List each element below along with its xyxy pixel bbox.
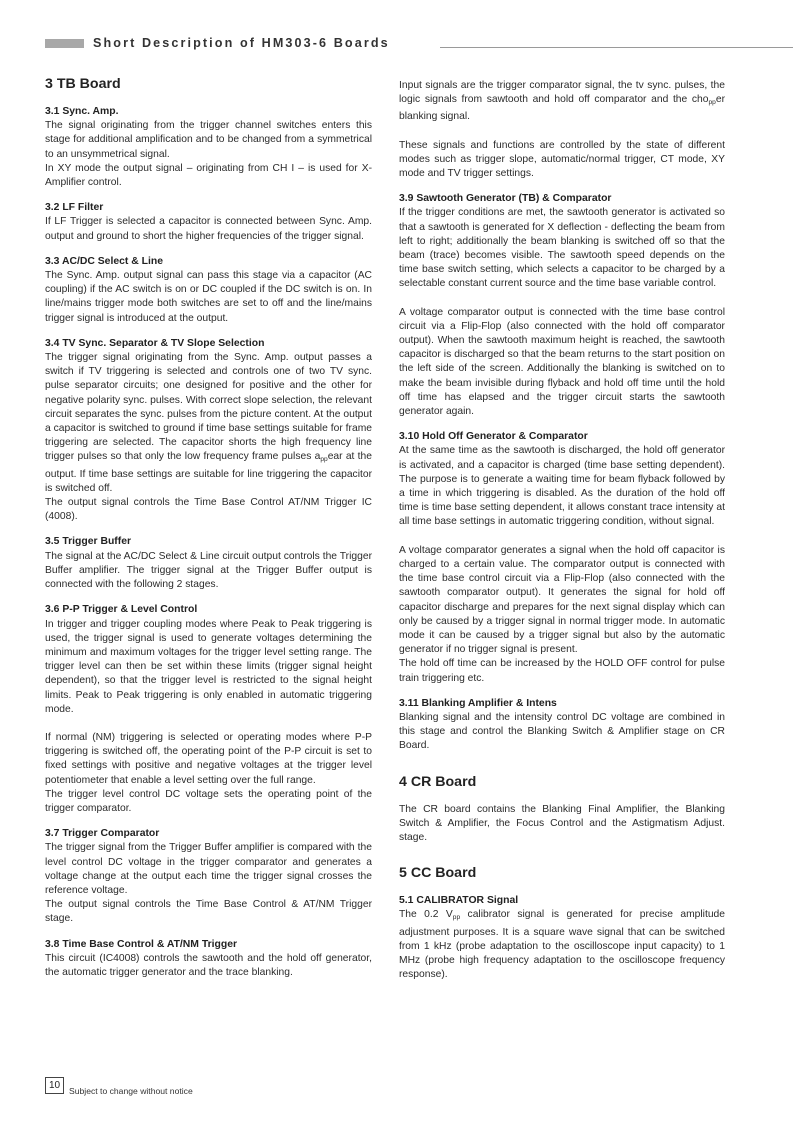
section-3-11 <box>399 697 725 754</box>
section-3-1 <box>45 105 372 190</box>
paragraph <box>399 908 725 982</box>
section-3-2 <box>45 201 372 244</box>
paragraph: The signal originating from the trigger channel switches enters this stage for additional amplification and to be changed from a symmetrical to an unsymmetrical signal. <box>45 120 372 160</box>
text-run: Input signals are the trigger comparator signal, the tv sync. pulses, the logic signals from sawtooth and hold off comparator and the cho <box>399 80 725 106</box>
section-title: 3.7 Trigger Comparator <box>45 828 160 840</box>
paragraph: This circuit (IC4008) controls the sawtooth and the hold off generator, the automatic trigger generator and the trace blanking. <box>45 952 372 978</box>
paragraph: The Sync. Amp. output signal can pass this stage via a capacitor (AC coupling) if the AC switch is on or DC coupled if the DC switch is on. In line/mains trigger mode both switches are set to off and the line/mains trigger signal is introduced at the output. <box>45 270 372 324</box>
section-title: 3.1 Sync. Amp. <box>45 106 119 117</box>
heading-cc-board: 5 CC Board <box>399 865 477 882</box>
subscript: pp <box>320 456 328 464</box>
section-3-7 <box>45 827 372 926</box>
paragraph: At the same time as the sawtooth is discharged, the hold off generator is activated, and a capacitor is charged (time base setting dependent). The purpose is to generate a waiting time for beam flyback followed by a time in which triggering is disabled. As the duration of the hold off time is time base setting dependent, it allows constant trace intensity at all time base settings in automatic triggering condition, without signal. <box>399 445 725 528</box>
paragraph: These signals and functions are controlled by the state of different modes such as trigger slope, automatic/normal trigger, CT mode, XY mode and TV trigger settings. <box>399 139 725 180</box>
section-title: 3.10 Hold Off Generator & Comparator <box>399 431 588 443</box>
right-column <box>399 79 725 993</box>
section-title: 3.4 TV Sync. Separator & TV Slope Selection <box>45 337 265 349</box>
paragraph: The CR board contains the Blanking Final Amplifier, the Blanking Switch & Amplifier, the Focus Control and the Astigmatism Adjust. stage. <box>399 803 725 843</box>
text-run: The trigger signal originating from the Sync. Amp. output passes a switch if TV triggering is selected and controls one of two TV sync. pulse separator circuits; one designed for positive and the other for negative polarity sync. pulses. With correct slope selection, the relevant circuit separates the sync. pulses from the picture content. At the output a capacitor is switched to ground if time base settings suitable for frame triggering are selected. The capacitor shorts the high frequency line trigger pulses so that only the low frequency frame pulses a <box>45 352 372 463</box>
footer-notice: Subject to change without notice <box>69 1086 193 1096</box>
text-run: ear at the output. If time base settings are suitable for line triggering the capacitor is switched off. <box>45 451 373 494</box>
page-number: 10 <box>45 1077 64 1094</box>
section-5-1 <box>399 894 725 982</box>
paragraph <box>45 351 372 496</box>
section-3-5 <box>45 535 372 592</box>
heading-tb-board: 3 TB Board <box>45 76 121 92</box>
section-3-8 <box>45 938 372 981</box>
paragraph: In trigger and trigger coupling modes where Peak to Peak triggering is used, the trigger signal is used to generate voltages determining the minimum and maximum voltages for the trigger level setting range. The trigger level can then be set within these limits (trigger signal height dependent), so that the trigger level is restricted to the signal height limits. Peak to Peak triggering is only enabled in automatic triggering mode. <box>45 618 372 715</box>
paragraph: The hold off time can be increased by the HOLD OFF control for pulse train triggering etc. <box>399 658 725 684</box>
section-title: 3.8 Time Base Control & AT/NM Trigger <box>45 938 238 950</box>
section-title: 3.3 AC/DC Select & Line <box>45 255 163 267</box>
paragraph: If LF Trigger is selected a capacitor is connected between Sync. Amp. output and ground to short the higher frequencies of the trigger signal. <box>45 216 372 242</box>
section-title: 5.1 CALIBRATOR Signal <box>399 895 519 907</box>
left-column <box>45 76 372 991</box>
section-4 <box>399 803 725 846</box>
text-run: er blanking signal. <box>399 94 725 123</box>
section-title: 3.9 Sawtooth Generator (TB) & Comparator <box>399 193 612 205</box>
paragraph: The trigger level control DC voltage sets the operating point of the trigger comparator. <box>45 788 372 814</box>
page-header-title: Short Description of HM303-6 Boards <box>93 36 390 50</box>
subscript: pp <box>452 914 461 922</box>
section-3-8-continued <box>399 79 725 181</box>
paragraph: A voltage comparator output is connected with the time base control circuit via a Flip-Flop (also connected with the hold off comparator output). When the sawtooth maximum height is reached, the sawtooth capacitor is discharged so that the beam returns to the start position on the left side of the screen. Additionally the blanking is switched on to make the beam invisible during flyback and hold off time until the hold off time has elapsed and the trigger circuit starts the sawtooth generator again. <box>399 306 725 418</box>
header-bar <box>45 39 84 48</box>
paragraph: The output signal controls the Time Base Control & AT/NM Trigger stage. <box>45 899 372 925</box>
section-3-10 <box>399 430 725 685</box>
section-title: 3.2 LF Filter <box>45 202 104 214</box>
section-3-9 <box>399 192 725 419</box>
paragraph: The trigger signal from the Trigger Buffer amplifier is compared with the level control DC voltage in the trigger comparator and generates a voltage change at the output each time the trigger signal crosses the reference voltage. <box>45 842 372 896</box>
section-3-3 <box>45 255 372 326</box>
paragraph: Blanking signal and the intensity control DC voltage are combined in this stage and control the Blanking Switch & Amplifier stage on CR Board. <box>399 711 725 752</box>
text-run: The 0.2 V <box>399 909 453 921</box>
section-title: 3.5 Trigger Buffer <box>45 536 132 548</box>
section-3-6 <box>45 603 372 816</box>
paragraph <box>399 79 725 125</box>
text-run: calibrator signal is generated for precise amplitude adjustment purposes. It is a square wave signal that can be switched from 1 kHz (probe adaptation to the oscilloscope input capacity) to 1 MHz (probe high frequency adaptation to the oscilloscope frequency response). <box>399 909 725 981</box>
paragraph: In XY mode the output signal – originating from CH I – is used for X-Amplifier control. <box>45 162 372 189</box>
paragraph: If normal (NM) triggering is selected or operating modes where P-P triggering is switched off, the operating point of the P-P circuit is set to fixed settings with positive and negative voltages at the trigger level potentiometer that enable a level setting over the full range. <box>45 731 372 786</box>
heading-cr-board: 4 CR Board <box>399 773 477 790</box>
header-rule <box>440 47 793 48</box>
section-title: 3.11 Blanking Amplifier & Intens <box>399 697 557 709</box>
section-3-4 <box>45 337 372 525</box>
paragraph: The output signal controls the Time Base Control AT/NM Trigger IC (4008). <box>45 497 372 523</box>
subscript: pp <box>708 99 716 107</box>
paragraph: A voltage comparator generates a signal when the hold off capacitor is charged to a certain value. The comparator output is connected with the time base control circuit via a Flip-Flop (also connected with the sawtooth comparator output). It generates the signal for hold off capacitor discharge and prepares for the next signal display which can only be caused by a trigger signal in normal trigger mode. In automatic mode it can be caused by a trigger signal but also by the automatic generator if no trigger signal is present. <box>399 544 725 656</box>
paragraph: If the trigger conditions are met, the sawtooth generator is activated so that a sawtooth is generated for X deflection - deflecting the beam from left to right; additionally the beam blanking is switched off so that the beam (trace) becomes visible. The sawtooth speed depends on the time base switch setting, which selects a capacitor to be charged by a selectable constant current source and the time base variable control. <box>399 207 725 290</box>
section-title: 3.6 P-P Trigger & Level Control <box>45 604 198 616</box>
paragraph: The signal at the AC/DC Select & Line circuit output controls the Trigger Buffer amplifier. The trigger signal at the Trigger Buffer output is connected with the following 2 stages. <box>45 550 372 591</box>
